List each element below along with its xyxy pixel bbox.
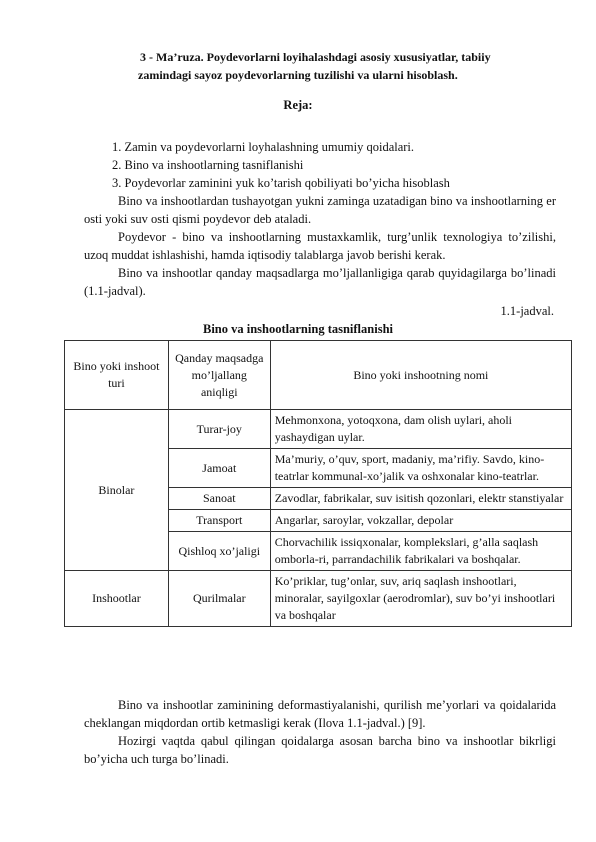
table-reference: 1.1-jadval. bbox=[500, 304, 554, 318]
paragraph-text: Hozirgi vaqtda qabul qilingan qoidalarga asosan barcha bino va inshootlar bikrligi bo’yicha uch turga bo’linadi. bbox=[84, 734, 556, 766]
purpose-cell: Transport bbox=[168, 510, 270, 532]
header-cell: Qanday maqsadga mo’ljallang aniqligi bbox=[168, 341, 270, 410]
title-line-2: zamindagi sayoz poydevorlarning tuzilishi va ularni hisoblash. bbox=[138, 68, 458, 82]
table-row bbox=[65, 410, 572, 449]
name-cell: Chorvachilik issiqxonalar, komplekslari, g’alla saqlash omborla-ri, parrandachilik fabrikalari va boshqalar. bbox=[270, 532, 571, 571]
paragraph-4 bbox=[84, 696, 556, 732]
header-cell: Bino yoki inshoot turi bbox=[65, 341, 169, 410]
classification-table bbox=[64, 340, 572, 627]
group-cell-inshootlar: Inshootlar bbox=[65, 571, 169, 627]
name-cell: Angarlar, saroylar, vokzallar, depolar bbox=[270, 510, 571, 532]
table-caption: Bino va inshootlarning tasniflanishi bbox=[203, 322, 393, 336]
table-header-row bbox=[65, 341, 572, 410]
paragraph-5 bbox=[84, 732, 556, 768]
plan-item: 3. Poydevorlar zaminini yuk ko’tarish qobiliyati bo’yicha hisoblash bbox=[112, 176, 450, 190]
table-row bbox=[65, 571, 572, 627]
name-cell: Zavodlar, fabrikalar, suv isitish qozonlari, elektr stanstiyalar bbox=[270, 488, 571, 510]
group-cell-binolar: Binolar bbox=[65, 410, 169, 571]
purpose-cell: Qurilmalar bbox=[168, 571, 270, 627]
paragraph-text: Bino va inshootlar zaminining deformastiyalanishi, qurilish me’yorlari va qoidalarida cheklangan miqdordan ortib ketmasligi kerak (Ilova 1.1-jadval.) [9]. bbox=[84, 698, 556, 730]
purpose-cell: Jamoat bbox=[168, 449, 270, 488]
plan-item: 2. Bino va inshootlarning tasniflanishi bbox=[112, 158, 304, 172]
title-line-1: 3 - Ma’ruza. Poydevorlarni loyihalashdagi asosiy xususiyatlar, tabiiy bbox=[140, 50, 491, 64]
purpose-cell: Qishloq xo’jaligi bbox=[168, 532, 270, 571]
paragraph-text: Bino va inshootlardan tushayotgan yukni zaminga uzatadigan bino va inshootlarning er osti yoki suv osti qismi poydevor deb ataladi. bbox=[84, 194, 556, 226]
lecture-title bbox=[140, 48, 560, 84]
purpose-cell: Turar-joy bbox=[168, 410, 270, 449]
name-cell: Ko’priklar, tug’onlar, suv, ariq saqlash inshootlari, minoralar, sayilgoxlar (aerodromlar), suv bo’yi inshootlari va boshqalar bbox=[270, 571, 571, 627]
paragraph-2 bbox=[84, 228, 556, 264]
purpose-cell: Sanoat bbox=[168, 488, 270, 510]
plan-item: 1. Zamin va poydevorlarni loyhalashning umumiy qoidalari. bbox=[112, 140, 415, 154]
plan-list bbox=[112, 138, 450, 192]
paragraph-text: Bino va inshootlar qanday maqsadlarga mo’ljallanligiga qarab quyidagilarga bo’linadi (1.1-jadval). bbox=[84, 266, 556, 298]
header-cell: Bino yoki inshootning nomi bbox=[270, 341, 571, 410]
plan-heading: Reja: bbox=[283, 98, 313, 112]
name-cell: Ma’muriy, o’quv, sport, madaniy, ma’rifiy. Savdo, kino-teatrlar kommunal-xo’jalik va oshxonalar kino-teatrlar. bbox=[270, 449, 571, 488]
paragraph-text: Poydevor - bino va inshootlarning mustaxkamlik, turg’unlik texnologiya to’zilishi, uzoq muddat ishlashishi, hamda iqtisodiy talablarga javob berishi kerak. bbox=[84, 230, 556, 262]
paragraph-3 bbox=[84, 264, 556, 300]
paragraph-1 bbox=[84, 192, 556, 228]
name-cell: Mehmonxona, yotoqxona, dam olish uylari, aholi yashaydigan uylar. bbox=[270, 410, 571, 449]
